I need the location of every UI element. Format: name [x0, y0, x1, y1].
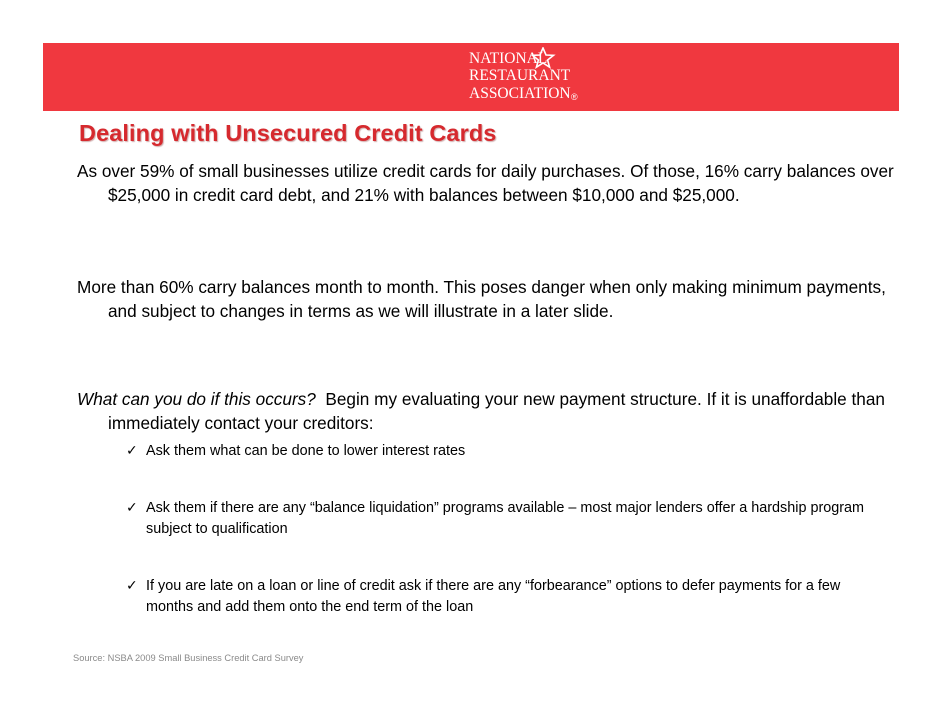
checkmark-icon: ✓ — [126, 578, 138, 594]
paragraph-balances: More than 60% carry balances month to month. This poses danger when only making minimum payments, and subject to changes in terms as we will illustrate in a later slide. — [77, 277, 886, 321]
question-text: What can you do if this occurs? — [77, 389, 316, 409]
paragraph-card-usage: As over 59% of small businesses utilize credit cards for daily purchases. Of those, 16% carry balances over $25,000 in credit card debt, and 21% with balances between $10,000 and $25,000. — [77, 161, 894, 205]
checklist-item-text: If you are late on a loan or line of credit ask if there are any “forbearance” options to defer payments for a few months and add them onto the end term of the loan — [146, 578, 841, 615]
checklist-item — [125, 576, 866, 618]
source-citation: Source: NSBA 2009 Small Business Credit Card Survey — [73, 653, 304, 663]
logo-registered-mark: ® — [571, 92, 578, 102]
checklist-item-text: Ask them what can be done to lower interest rates — [146, 443, 466, 459]
logo-line-1: NATIONAL — [469, 50, 548, 67]
checkmark-icon: ✓ — [126, 443, 138, 459]
logo-line-2: RESTAURANT — [469, 67, 571, 84]
logo-line-3: ASSOCIATION — [469, 85, 571, 102]
national-restaurant-association-logo — [467, 47, 597, 107]
advice-text: Begin my evaluating your new payment structure. If it is unaffordable than immediately contact your creditors: — [108, 389, 890, 433]
checklist-item-text: Ask them if there are any “balance liquidation” programs available – most major lenders offer a hardship program subject to qualification — [146, 500, 865, 537]
checkmark-icon: ✓ — [126, 500, 138, 516]
checklist-item — [125, 441, 866, 462]
header-banner — [43, 43, 899, 111]
checklist-item — [125, 498, 866, 540]
slide-title: Dealing with Unsecured Credit Cards — [79, 120, 497, 146]
paragraph-what-to-do — [77, 387, 908, 435]
